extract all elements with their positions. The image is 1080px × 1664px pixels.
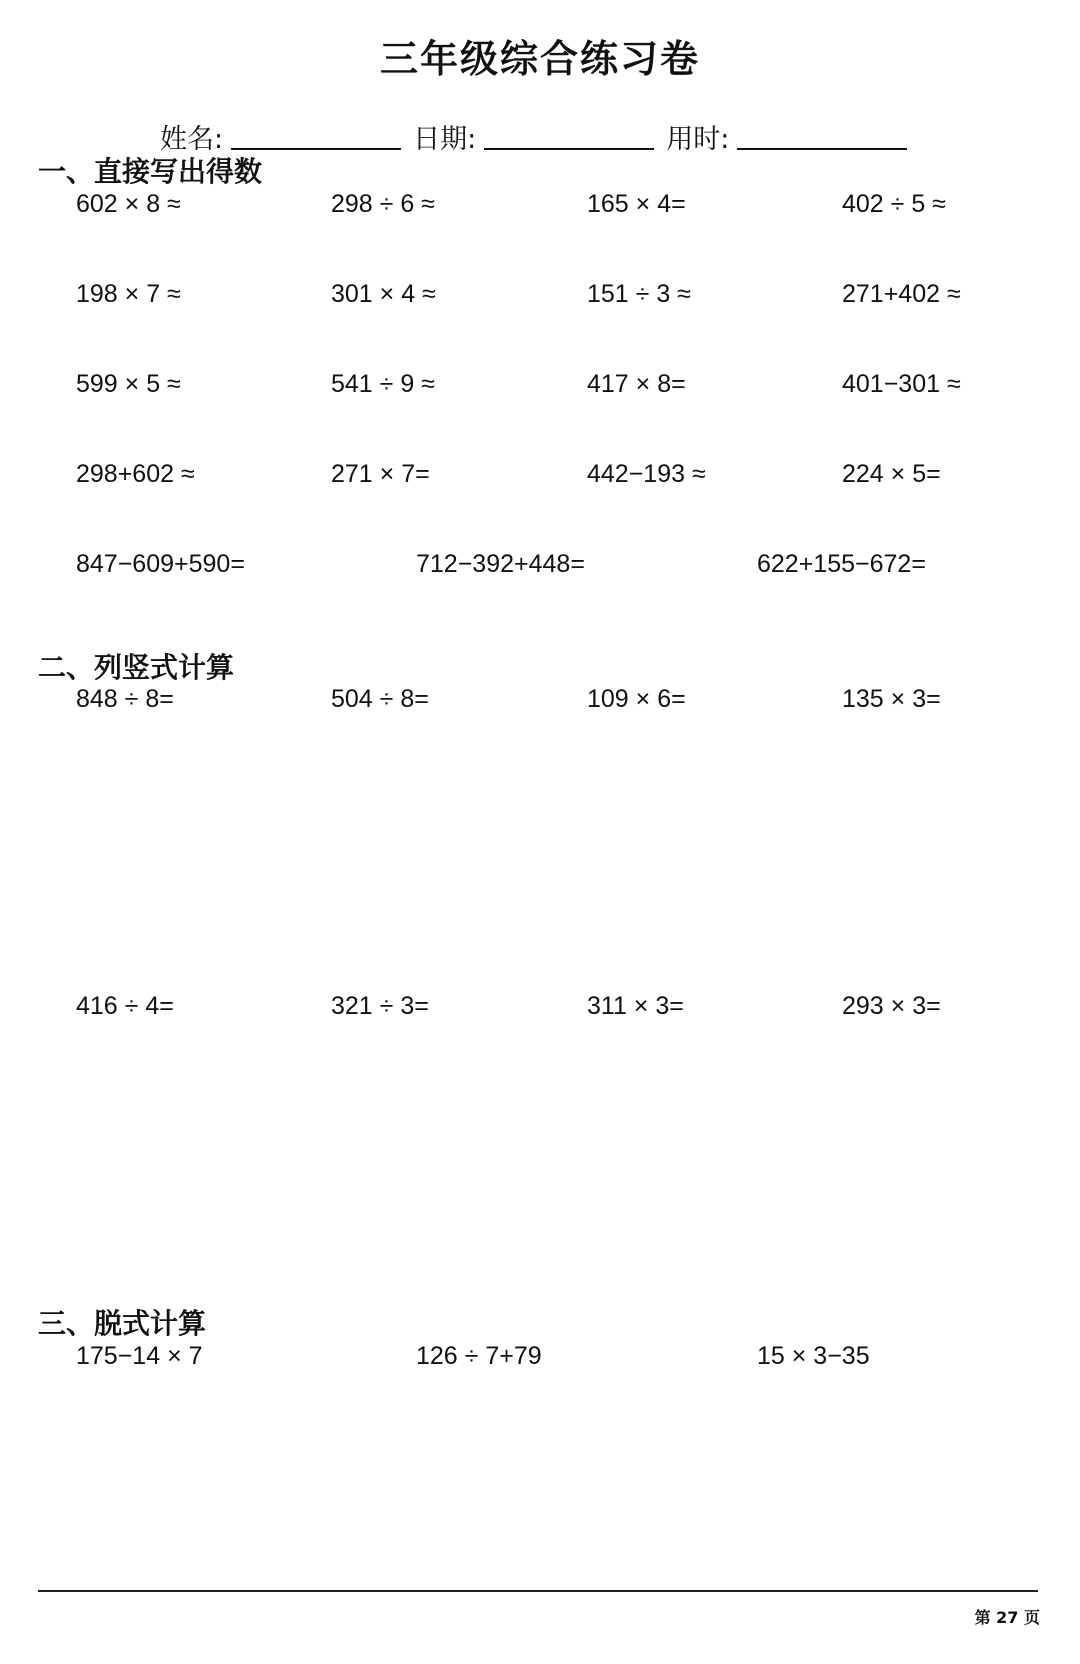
problem: 109 × 6= [587,685,686,713]
section-title-direct-answers: 一、直接写出得数 [38,155,263,188]
problem: 293 × 3= [842,992,941,1020]
problem: 151 ÷ 3 ≈ [587,280,691,308]
problem: 198 × 7 ≈ [76,280,181,308]
problem: 442−193 ≈ [587,460,706,488]
problem: 417 × 8= [587,370,686,398]
problem: 541 ÷ 9 ≈ [331,370,435,398]
time-field[interactable] [666,117,907,156]
problem: 504 ÷ 8= [331,685,429,713]
problem: 311 × 3= [587,992,684,1020]
problem: 175−14 × 7 [76,1342,203,1370]
problem: 602 × 8 ≈ [76,190,181,218]
problem: 271+402 ≈ [842,280,961,308]
problem: 224 × 5= [842,460,941,488]
problem: 165 × 4= [587,190,686,218]
problem: 126 ÷ 7+79 [416,1342,542,1370]
problem: 321 ÷ 3= [331,992,429,1020]
problem: 622+155−672= [757,550,926,578]
problem: 135 × 3= [842,685,941,713]
page-title: 三年级综合练习卷 [379,37,700,81]
problem: 712−392+448= [416,550,585,578]
section-title-step-calculation: 三、脱式计算 [38,1307,207,1340]
time-label: 用时: [666,124,730,155]
time-blank[interactable] [737,147,907,150]
name-label: 姓名: [160,124,224,155]
date-blank[interactable] [484,147,654,150]
date-label: 日期: [413,124,477,155]
problem: 298+602 ≈ [76,460,195,488]
problem: 599 × 5 ≈ [76,370,181,398]
student-info-row [160,112,919,156]
section-title-vertical-calculation: 二、列竖式计算 [38,651,235,684]
problem: 848 ÷ 8= [76,685,174,713]
page-number: 第 27 页 [974,1608,1040,1627]
problem: 15 × 3−35 [757,1342,870,1370]
problem: 301 × 4 ≈ [331,280,436,308]
problem: 401−301 ≈ [842,370,961,398]
date-field[interactable] [413,117,654,156]
problem: 298 ÷ 6 ≈ [331,190,435,218]
problem: 416 ÷ 4= [76,992,174,1020]
problem: 271 × 7= [331,460,430,488]
footer-divider [38,1590,1038,1592]
problem: 402 ÷ 5 ≈ [842,190,946,218]
problem: 847−609+590= [76,550,245,578]
